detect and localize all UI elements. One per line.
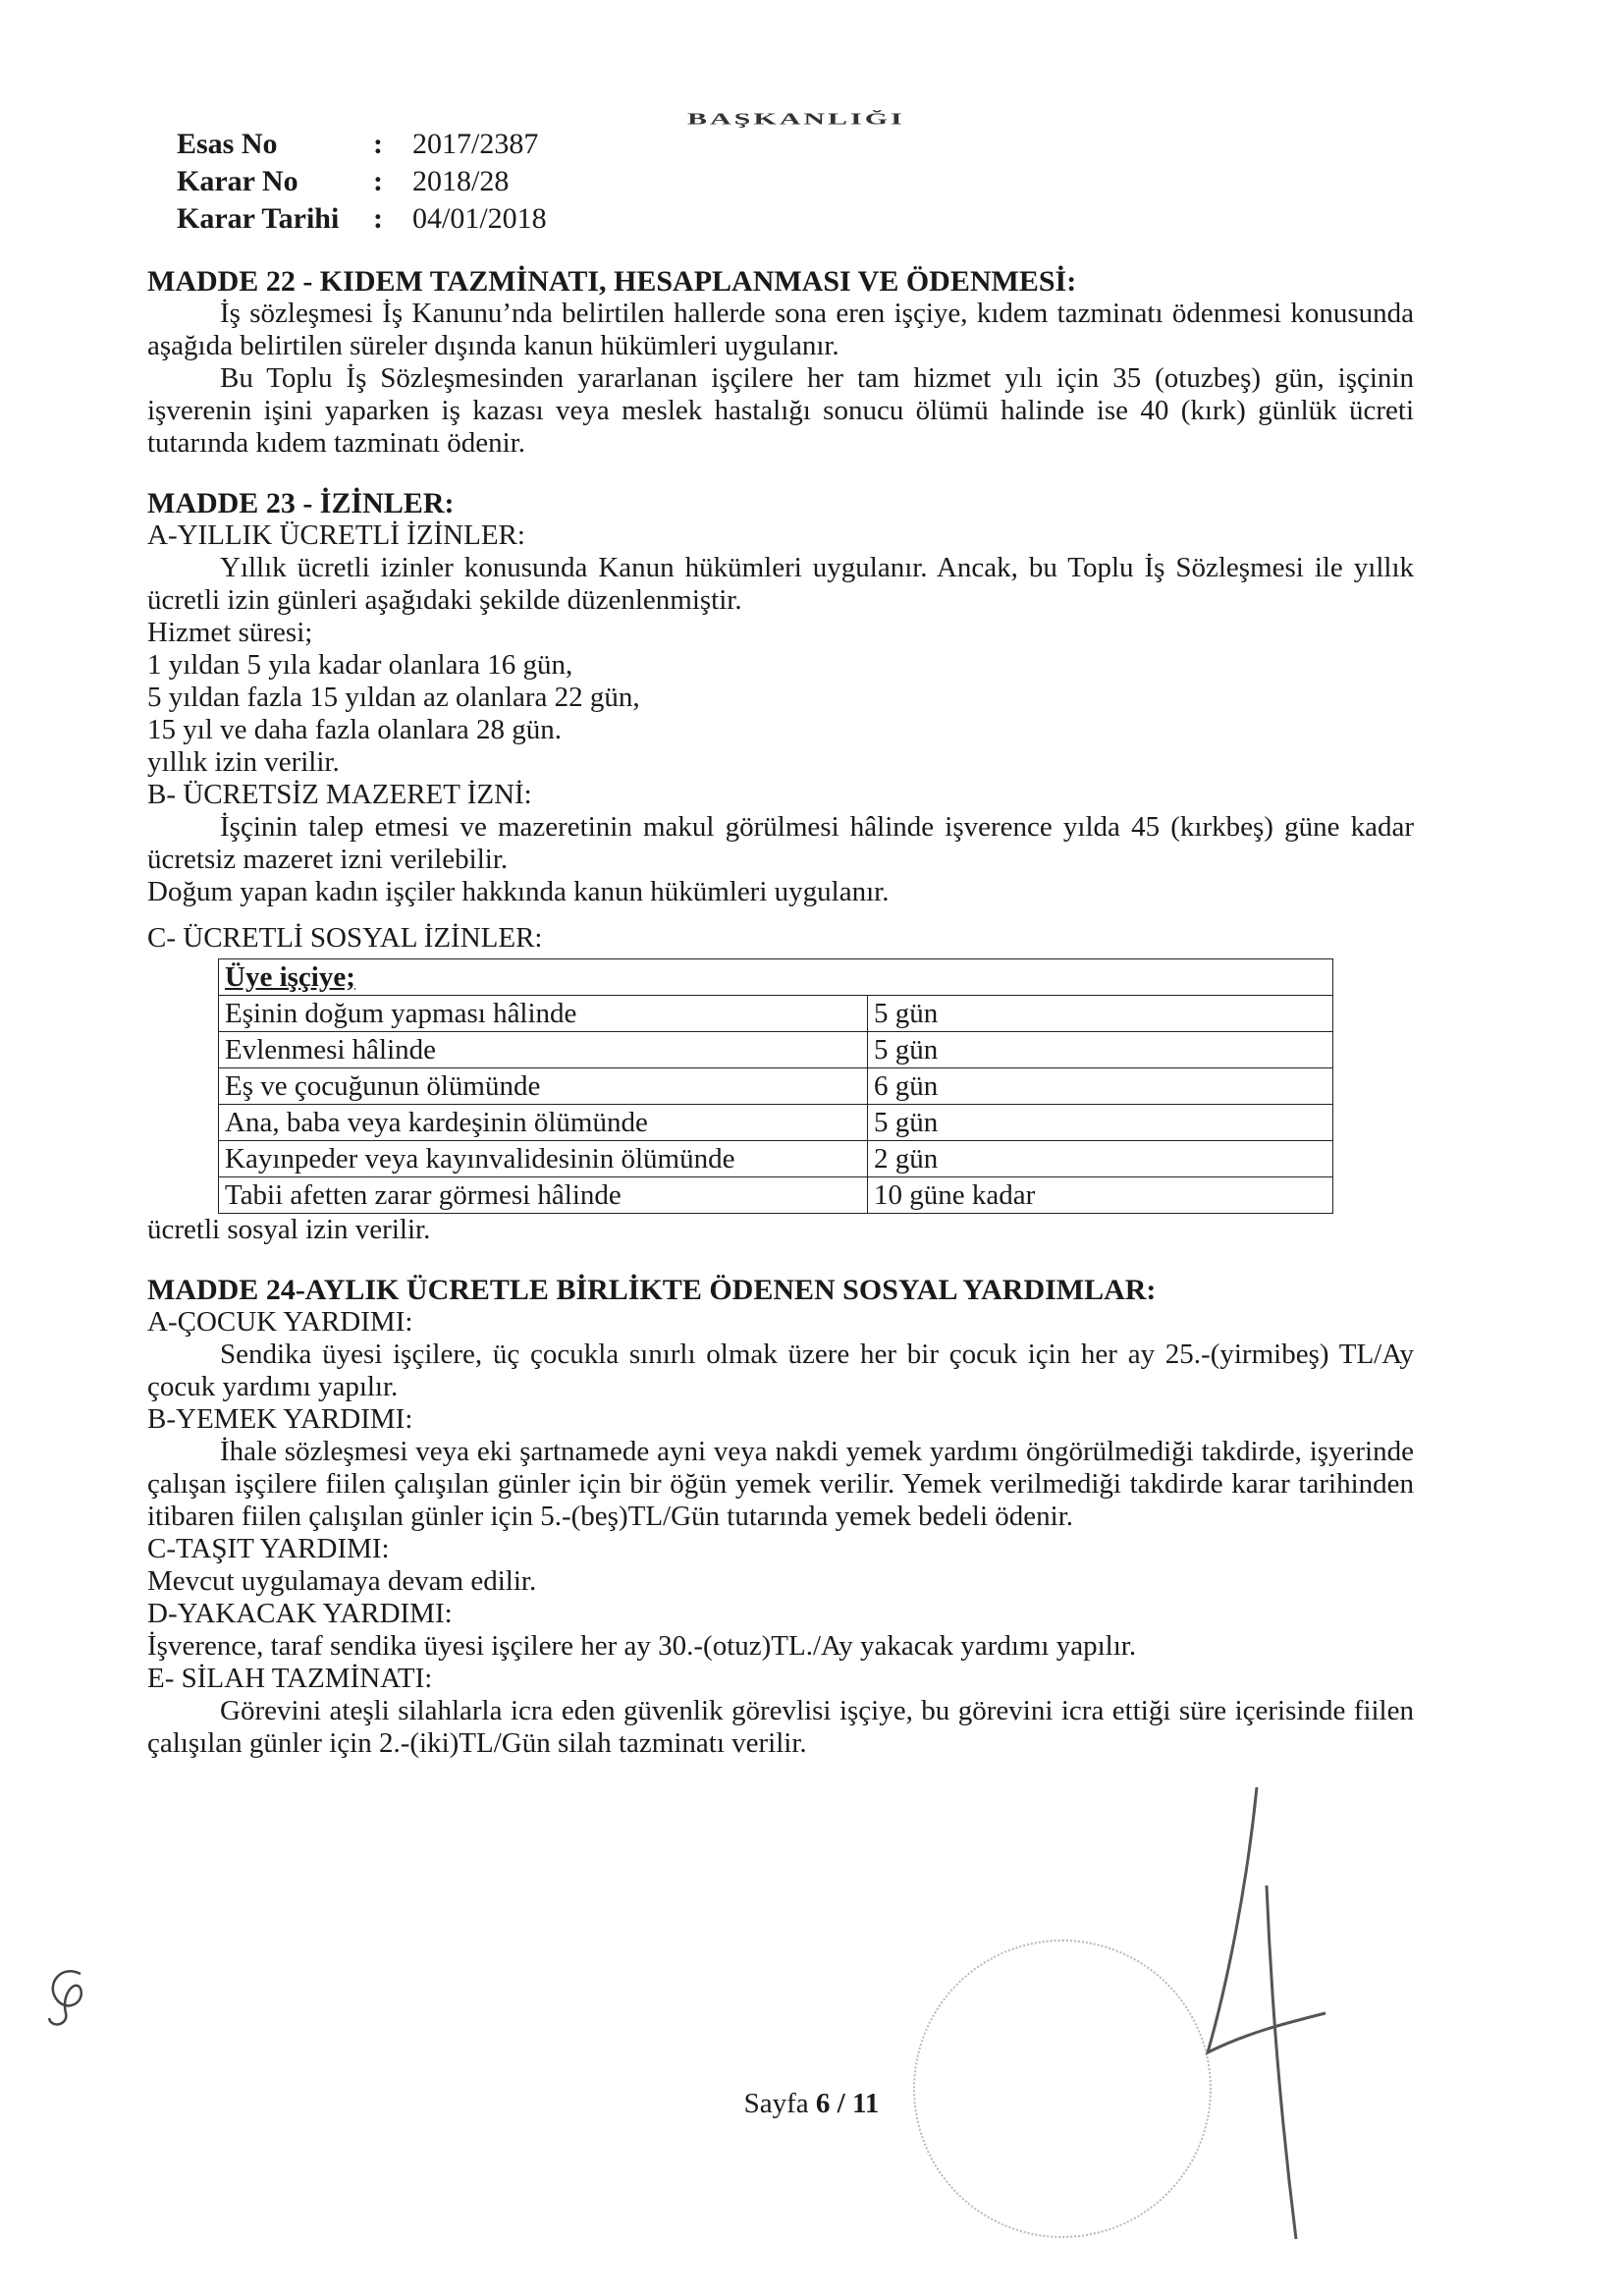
leave-list-item: 1 yıldan 5 yıla kadar olanlara 16 gün, [147, 649, 573, 681]
madde-23-c-title: C- ÜCRETLİ SOSYAL İZİNLER: [147, 922, 543, 954]
madde-24-c-paragraph: Mevcut uygulamaya devam edilir. [147, 1565, 537, 1597]
case-metadata [177, 126, 547, 238]
madde-24-a-paragraph: Sendika üyesi işçilere, üç çocukla sınırlı olmak üzere her bir çocuk için her ay 25.-(yirmibeş) TL/Ay çocuk yardımı yapılır. [147, 1339, 1414, 1402]
esas-value: 2017/2387 [412, 128, 539, 160]
leave-list-footer: yıllık izin verilir. [147, 746, 340, 778]
table-row [219, 1141, 1333, 1177]
tarih-value: 04/01/2018 [412, 202, 547, 235]
madde-23-b-paragraph-2: Doğum yapan kadın işçiler hakkında kanun hükümleri uygulanır. [147, 876, 890, 907]
leave-days-cell: 5 gün [868, 1105, 1333, 1141]
footer-page-label: Sayfa [743, 2088, 809, 2119]
separator: : [373, 128, 383, 160]
leave-days-cell: 6 gün [868, 1068, 1333, 1105]
madde-23-b-paragraph-1: İşçinin talep etmesi ve mazeretinin makul görülmesi hâlinde işverence yılda 45 (kırkbeş) güne kadar ücretsiz mazeret izni verilebilir. [147, 811, 1414, 875]
table-row [219, 1177, 1333, 1214]
madde-24-c-title: C-TAŞIT YARDIMI: [147, 1533, 390, 1564]
table-row [219, 1068, 1333, 1105]
leave-reason-cell: Eşinin doğum yapması hâlinde [219, 996, 868, 1032]
table-row [219, 1032, 1333, 1068]
esas-row [177, 126, 547, 163]
madde-24-d-paragraph: İşverence, taraf sendika üyesi işçilere her ay 30.-(otuz)TL./Ay yakacak yardımı yapılır. [147, 1630, 1137, 1662]
madde-23-a-paragraph: Yıllık ücretli izinler konusunda Kanun hükümleri uygulanır. Ancak, bu Toplu İş Sözleşmesi ile yıllık ücretli izin günleri aşağıdaki şekilde düzenlenmiştir. [147, 552, 1414, 616]
madde-24-title: MADDE 24-AYLIK ÜCRETLE BİRLİKTE ÖDENEN SOSYAL YARDIMLAR: [147, 1274, 1157, 1306]
table-row [219, 1105, 1333, 1141]
madde-24-a-title: A-ÇOCUK YARDIMI: [147, 1306, 413, 1338]
madde-23-a-title: A-YILLIK ÜCRETLİ İZİNLER: [147, 519, 525, 551]
hizmet-suresi: Hizmet süresi; [147, 617, 313, 648]
page-footer [0, 2088, 1623, 2120]
social-leave-table [218, 958, 1333, 1214]
table-row [219, 996, 1333, 1032]
leave-reason-cell: Kayınpeder veya kayınvalidesinin ölümünde [219, 1141, 868, 1177]
madde-23-title: MADDE 23 - İZİNLER: [147, 487, 455, 519]
separator: : [373, 202, 383, 235]
leave-reason-cell: Evlenmesi hâlinde [219, 1032, 868, 1068]
karar-label: Karar No [177, 165, 298, 197]
footer-page-number: 6 / 11 [815, 2088, 880, 2119]
madde-24-d-title: D-YAKACAK YARDIMI: [147, 1598, 453, 1629]
leave-days-cell: 5 gün [868, 1032, 1333, 1068]
table-header-cell: Üye işçiye; [219, 959, 1333, 996]
table-header-row [219, 959, 1333, 996]
madde-23-b-title: B- ÜCRETSİZ MAZERET İZNİ: [147, 779, 532, 810]
karar-value: 2018/28 [412, 165, 510, 197]
madde-24-e-paragraph: Görevini ateşli silahlarla icra eden güvenlik görevlisi işçiye, bu görevini icra ettiği süre içerisinde fiilen çalışılan günler için 2.-(iki)TL/Gün silah tazminatı verilir. [147, 1695, 1414, 1759]
leave-list-item: 5 yıldan fazla 15 yıldan az olanlara 22 gün, [147, 682, 640, 713]
karar-row [177, 163, 547, 200]
handwritten-initials [41, 1964, 100, 2033]
leave-reason-cell: Ana, baba veya kardeşinin ölümünde [219, 1105, 868, 1141]
madde-24-b-paragraph: İhale sözleşmesi veya eki şartnamede ayni veya nakdi yemek yardımı öngörülmediği takdirde, işyerinde çalışan işçilere fiilen çalışılan günler için bir öğün yemek verilir. Yemek verilmediği takdirde karar tarihinden itibaren fiilen çalışılan günler için 5.-(beş)TL/Gün tutarında yemek bedeli ödenir. [147, 1436, 1414, 1532]
tarih-row [177, 200, 547, 238]
esas-label: Esas No [177, 128, 278, 160]
leave-days-cell: 5 gün [868, 996, 1333, 1032]
madde-24-e-title: E- SİLAH TAZMİNATI: [147, 1663, 433, 1694]
signature-mark [1188, 1768, 1345, 2259]
madde-23-c-footer: ücretli sosyal izin verilir. [147, 1214, 431, 1245]
leave-reason-cell: Eş ve çocuğunun ölümünde [219, 1068, 868, 1105]
tarih-label: Karar Tarihi [177, 202, 340, 235]
document-body [147, 265, 1414, 1760]
leave-days-cell: 10 güne kadar [868, 1177, 1333, 1214]
header-stamp-text: BAŞKANLIĞI [687, 110, 905, 129]
madde-24-b-title: B-YEMEK YARDIMI: [147, 1403, 413, 1435]
madde-22-title: MADDE 22 - KIDEM TAZMİNATI, HESAPLANMASI VE ÖDENMESİ: [147, 265, 1077, 298]
madde-22-paragraph-2: Bu Toplu İş Sözleşmesinden yararlanan işçilere her tam hizmet yılı için 35 (otuzbeş) gün, işçinin işverenin işini yaparken iş kazası veya meslek hastalığı sonucu ölümü halinde ise 40 (kırk) günlük ücreti tutarında kıdem tazminatı ödenir. [147, 362, 1414, 459]
madde-22-paragraph-1: İş sözleşmesi İş Kanunu’nda belirtilen hallerde sona eren işçiye, kıdem tazminatı ödenmesi konusunda aşağıda belirtilen süreler dışında kanun hükümleri uygulanır. [147, 298, 1414, 361]
leave-list-item: 15 yıl ve daha fazla olanlara 28 gün. [147, 714, 562, 745]
leave-days-cell: 2 gün [868, 1141, 1333, 1177]
leave-reason-cell: Tabii afetten zarar görmesi hâlinde [219, 1177, 868, 1214]
separator: : [373, 165, 383, 197]
